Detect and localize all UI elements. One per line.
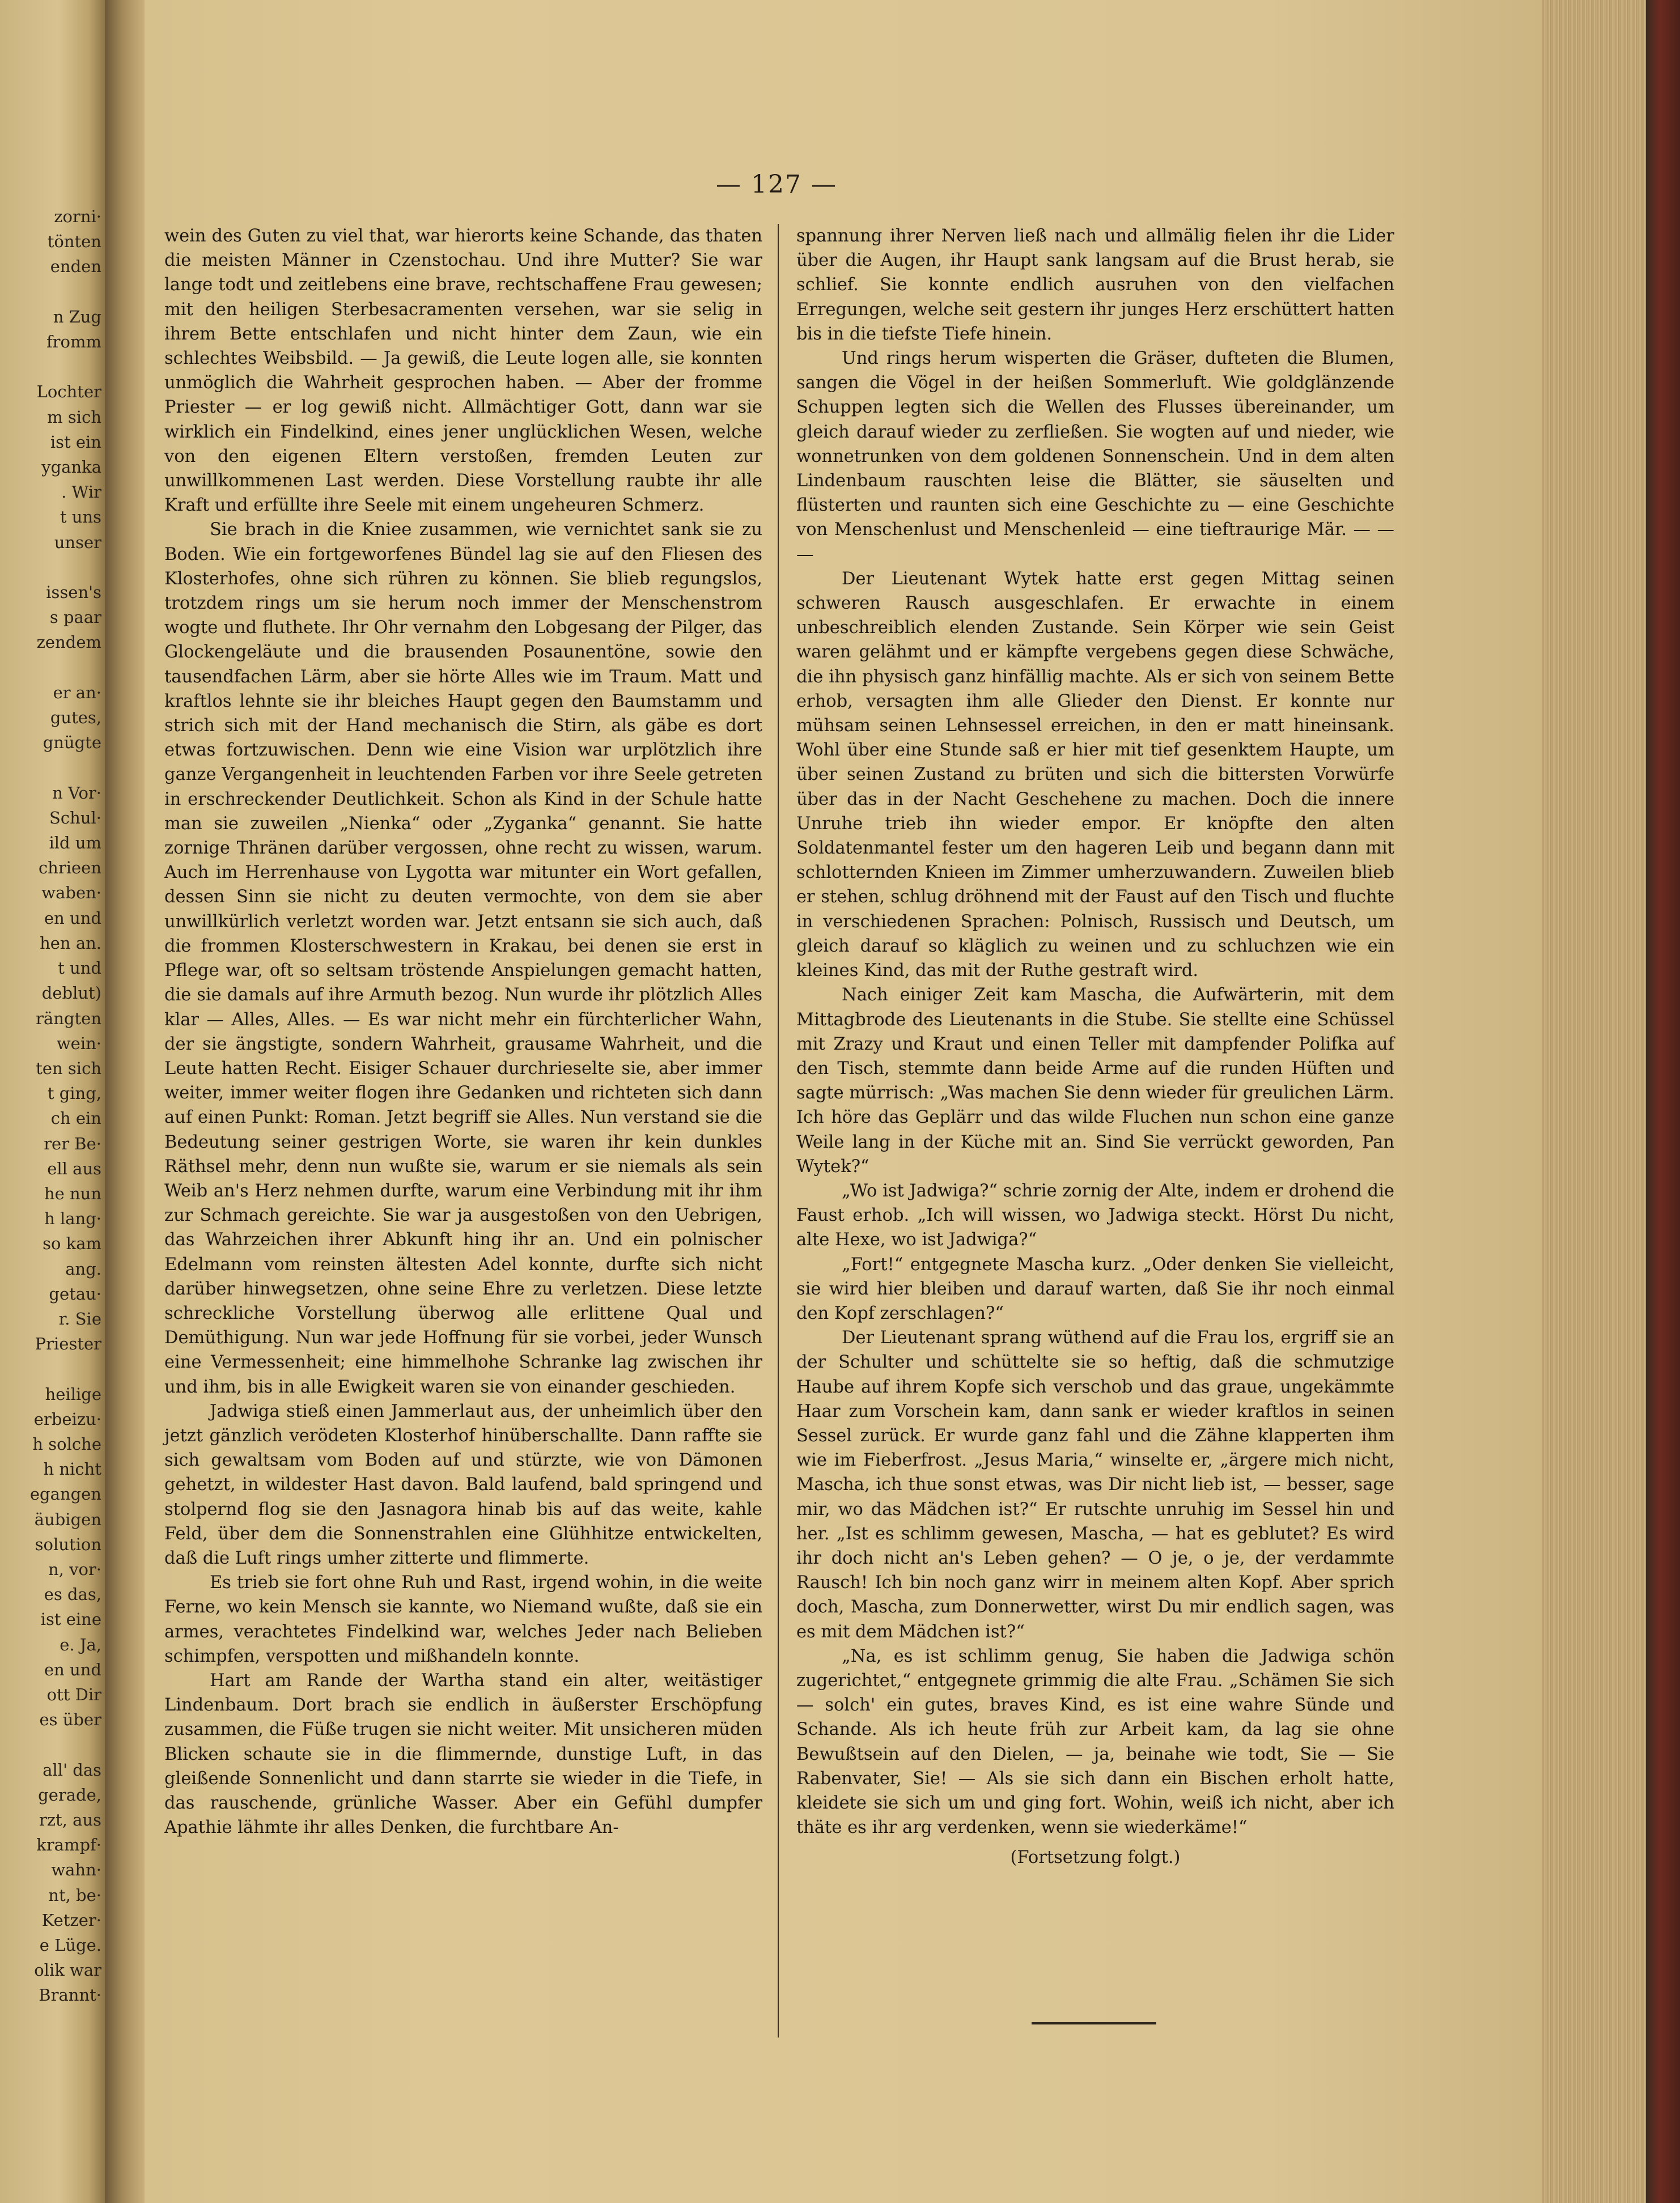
left-fragment-line: erbeizu· [33, 1409, 101, 1429]
left-fragment-line: tönten [47, 232, 101, 252]
left-fragment-line: n Vor· [52, 783, 101, 803]
left-fragment-line: Ketzer· [41, 1910, 101, 1930]
left-fragment-line: getau· [49, 1284, 101, 1304]
left-page [0, 0, 105, 2203]
left-fragment-line: zorni· [54, 207, 101, 226]
left-fragment-line: s paar [49, 608, 101, 627]
paragraph: Nach einiger Zeit kam Mascha, die Aufwärterin, mit dem Mittagbrode des Lieutenants in die Stube. Sie stellte eine Schüssel mit Zrazy und Kraut und einen Teller mit dampfender Polifka auf den Tisch, stemmte dann beide Arme auf die runden Hüften und sagte mürrisch: „Was machen Sie denn wieder für greulichen Lärm. Ich höre das Geplärr und das wilde Fluchen nun schon eine ganze Weile lang in der Küche mit an. Sind Sie verrückt geworden, Pan Wytek?“ [796, 985, 1394, 1177]
left-fragment-line: ang. [65, 1259, 101, 1279]
left-fragment-line: t ging, [47, 1084, 101, 1103]
left-fragment-line: t uns [60, 507, 101, 527]
left-fragment-line: es das, [44, 1585, 101, 1605]
left-fragment-line: ch ein [50, 1109, 101, 1128]
left-fragment-line: n Zug [53, 307, 101, 326]
left-fragment-line: Lochter [36, 382, 101, 402]
left-fragment-line: ell aus [47, 1158, 101, 1178]
paragraph: Es trieb sie fort ohne Ruh und Rast, irgend wohin, in die weite Ferne, wo kein Mensch sie kannte, wo Niemand wußte, daß sie ein armes, verachtetes Findelkind war, welches Jeder nach Belieben schimpfen, verspotten und mißhandeln konnte. [164, 1573, 762, 1666]
column-divider [778, 224, 779, 2038]
left-fragment-line: enden [50, 257, 101, 277]
left-fragment-line: gutes, [50, 708, 101, 728]
continuation-note: (Fortsetzung folgt.) [1010, 1848, 1181, 1868]
left-fragment-line [30, 1356, 101, 1381]
paragraph: Der Lieutenant sprang wüthend auf die Frau los, ergriff sie an der Schulter und schüttelte sie so heftig, daß die schmutzige Haube auf ihrem Kopfe sich verschob und das graue, ungekämmte Haar zum Vorschein kam, dann sank er wieder kraftlos in seinen Sessel zurück. Er wurde ganz fahl und die Zähne klapperten ihm wie im Fieberfrost. „Jesus Maria,“ winselte er, „ärgere mich nicht, Mascha, ich thue sonst etwas, was Dir nicht lieb ist, — besser, sage mir, wo das Mädchen ist?“ Er rutschte unruhig im Sessel hin und her. „Ist es schlimm gewesen, Mascha, — hat es geblutet? Es wird ihr doch nicht an's Leben gehen? — O je, o je, der verdammte Rausch! Ich bin noch ganz wirr in meinem alten Kopf. Aber sprich doch, Mascha, zum Donnerwetter, wirst Du mir endlich sagen, was es mit dem Mädchen ist?“ [796, 1328, 1394, 1642]
left-fragment-line: olik war [34, 1960, 101, 1980]
book-cover-edge [1646, 0, 1680, 2203]
left-page-text-fragments [30, 204, 101, 2008]
left-fragment-line: all' das [43, 1760, 101, 1780]
left-fragment-line: ild um [49, 833, 101, 853]
left-fragment-line: ten sich [36, 1058, 101, 1078]
paragraph: Sie brach in die Kniee zusammen, wie vernichtet sank sie zu Boden. Wie ein fortgeworfenes Bündel lag sie auf den Fliesen des Klosterhofes, ohne sich rühren zu können. Sie blieb regungslos, trotzdem rings um sie herum noch immer der Menschenstrom wogte und fluthete. Ihr Ohr vernahm den Lobgesang der Pilger, das Glockengeläute und die brausenden Posaunentöne, sowie den tausendfachen Lärm, aber sie hörte Alles wie im Traum. Matt und kraftlos lehnte sie ihr bleiches Haupt gegen den Baumstamm und strich sich mit der Hand mechanisch die Stirn, als gäbe es dort etwas fortzuwischen. Denn wie eine Vision war urplötzlich ihre ganze Vergangenheit in leuchtenden Farben vor ihre Seele getreten in erschreckender Deutlichkeit. Schon als Kind in der Schule hatte man sie zuweilen „Nienka“ oder „Zyganka“ genannt. Sie hatte zornige Thränen darüber vergossen, ohne recht zu wissen, warum. Auch im Herrenhause von Lygotta war mitunter ein Wort gefallen, dessen Sinn sie nicht zu deuten vermochte, von dem sie aber unwillkürlich verletzt worden war. Jetzt entsann sie sich auch, daß die frommen Klosterschwestern in Krakau, bei denen sie erst in Pflege war, oft so seltsam tröstende Anspielungen gemacht hatten, die sie damals auf ihre Armuth bezog. Nun wurde ihr plötzlich Alles klar — Alles, Alles. — Es war nicht mehr ein fürchterlicher Wahn, der sie ängstigte, sondern Wahrheit, grausame Wahrheit, und die Leute hatten Recht. Eisiger Schauer durchrieselte sie, aber immer weiter, immer weiter flogen ihre Gedanken und richteten sich dann auf einen Punkt: Roman. Jetzt begriff sie Alles. Nun verstand sie die Bedeutung seiner gestrigen Worte, sie waren ihr kein dunkles Räthsel mehr, denn nun wußte sie, warum er sie niemals als sein Weib an's Herz nehmen durfte, warum eine Verbindung mit ihr ihm zur Schmach gereichte. Sie war ja ausgestoßen von den Uebrigen, das Wahrzeichen ihrer Abkunft hing ihr an. Und ein polnischer Edelmann vom reinsten ältesten Adel konnte, durfte sich nicht darüber hinwegsetzen, ohne seine Ehre zu verletzen. Diese letzte schreckliche Vorstellung überwog alle erlittene Qual und Demüthigung. Nun war jede Hoffnung für sie vorbei, jeder Wunsch eine Vermessenheit; eine himmelhohe Schranke lag zwischen ihr und ihm, bis in alle Ewigkeit waren sie von einander geschieden. [164, 520, 762, 1397]
book-gutter [105, 0, 145, 2203]
left-fragment-line: ott Dir [46, 1684, 101, 1704]
paragraph: Jadwiga stieß einen Jammerlaut aus, der unheimlich über den jetzt gänzlich verödeten Klosterhof hinüberschallte. Dann raffte sie sich gewaltsam vom Boden auf und stürzte, wie von Dämonen gehetzt, in wildester Hast davon. Bald laufend, bald springend und stolpernd flog sie den Jasnagora hinab bis auf das weite, kahle Feld, über dem die Sonnenstrahlen eine Glühhitze entwickelten, daß die Luft rings umher zitterte und flimmerte. [164, 1401, 762, 1568]
left-fragment-line: e Lüge. [39, 1935, 101, 1955]
left-fragment-line: rer Be· [44, 1134, 101, 1153]
left-fragment-line: rzt, aus [39, 1810, 101, 1830]
left-fragment-line [30, 1732, 101, 1757]
left-fragment-line: heilige [45, 1384, 101, 1404]
paragraph: Hart am Rande der Wartha stand ein alter, weitästiger Lindenbaum. Dort brach sie endlich in äußerster Erschöpfung zusammen, die Füße trugen sie nicht weiter. Mit unsicheren müden Blicken schaute sie in die flimmernde, dunstige Luft, in das gleißende Sonnenlicht und dann starrte sie wieder in die Tiefe, in das rauschende, grünliche Wasser. Aber ein Gefühl dumpfer Apathie lähmte ihr alles Denken, die furchtbare An- [164, 1670, 762, 1838]
left-fragment-line: m sich [47, 407, 101, 427]
left-fragment-line: wein· [56, 1033, 101, 1053]
left-fragment-line: wahn· [51, 1860, 101, 1880]
left-fragment-line: h solche [32, 1434, 101, 1454]
paragraph: spannung ihrer Nerven ließ nach und allmälig fielen ihr die Lider über die Augen, ihr Haupt sank langsam auf die Brust herab, sie schlief. Sie konnte endlich ausruhen von den vielfachen Erregungen, welche seit gestern ihr junges Herz erschüttert hatten bis in die tiefste Tiefe hinein. [796, 226, 1394, 344]
left-fragment-line: zendem [36, 633, 101, 652]
left-fragment-line: h nicht [43, 1459, 101, 1479]
left-text-column [164, 224, 762, 1840]
left-fragment-line: he nun [44, 1183, 101, 1203]
left-fragment-line: es über [39, 1710, 101, 1730]
paragraph: wein des Guten zu viel that, war hierorts keine Schande, das thaten die meisten Männer in Czenstochau. Und ihre Mutter? Sie war lange todt und zeitlebens eine brave, rechtschaffene Frau gewesen; mit den heiligen Sterbesacramenten versehen, war sie selig in ihrem Bette entschlafen und nicht hinter dem Zaun, wie ein schlechtes Weibsbild. — Ja gewiß, die Leute logen alle, sie konnten unmöglich die Wahrheit gesprochen haben. — Aber der fromme Priester — er log gewiß nicht. Allmächtiger Gott, dann war sie wirklich ein Findelkind, eines jener unglücklichen Wesen, welche von den eigenen Eltern verstoßen, fremden Leuten zur unwillkommenen Last werden. Diese Vorstellung raubte ihr alle Kraft und erfüllte ihre Seele mit einem ungeheuren Schmerz. [164, 226, 762, 516]
left-fragment-line: . Wir [61, 482, 101, 502]
page-number: — 127 — [716, 170, 837, 199]
left-fragment-line: h lang· [44, 1209, 101, 1229]
left-fragment-line: gerade, [38, 1785, 101, 1805]
left-fragment-line: en und [44, 1659, 101, 1679]
left-fragment-line: yganka [41, 457, 101, 477]
paragraph: Der Lieutenant Wytek hatte erst gegen Mittag seinen schweren Rausch ausgeschlafen. Er erwachte in einem unbeschreiblich elenden Zustande. Sein Körper wie sein Geist waren gelähmt und er kämpfte vergebens gegen diese Schwäche, die ihn physisch ganz hinfällig machte. Als er sich von seinem Bette erhob, versagten ihm alle Glieder den Dienst. Er konnte nur mühsam seinen Lehnsessel erreichen, in den er matt hineinsank. Wohl über eine Stunde saß er hier mit tief gesenktem Haupte, um über seinen Zustand zu brüten und sich die bittersten Vorwürfe über das in der Nacht Geschehene zu machen. Doch die innere Unruhe trieb ihn wieder empor. Er knöpfte den alten Soldatenmantel fester um den hageren Leib und begann dann mit schlotternden Knieen im Zimmer umherzuwandern. Zuweilen blieb er stehen, schlug dröhnend mit der Faust auf den Tisch und fluchte in verschiedenen Sprachen: Polnisch, Russisch und Deutsch, um gleich darauf so kläglich zu weinen und zu schluchzen wie ein kleines Kind, das mit der Ruthe gestraft wird. [796, 568, 1394, 981]
left-fragment-line: fromm [46, 332, 101, 352]
left-fragment-line: rängten [36, 1008, 101, 1028]
left-fragment-line: en und [44, 908, 101, 928]
left-fragment-line [30, 755, 101, 780]
left-fragment-line: er an· [53, 682, 101, 702]
left-fragment-line: e. Ja, [60, 1635, 101, 1654]
paragraph: Und rings herum wisperten die Gräser, dufteten die Blumen, sangen die Vögel in der heißen Sommerluft. Wie goldglänzende Schuppen legten sich die Wellen des Flusses übereinander, um gleich darauf wieder zu zerfließen. Sie wogten auf und nieder, wie wonnetrunken von dem goldenen Sonnenschein. Und in dem alten Lindenbaum rauschten leise die Blätter, sie säuselten und flüsterten und raunten sich eine Geschichte zu — eine Geschichte von Menschenlust und Menschenleid — eine tieftraurige Mär. — — — [796, 349, 1394, 564]
left-fragment-line [30, 655, 101, 680]
left-fragment-line: t und [58, 958, 101, 978]
paragraph: „Fort!“ entgegnete Mascha kurz. „Oder denken Sie vielleicht, sie wird hier bleiben und darauf warten, daß Sie ihr noch einmal den Kopf zerschlagen?“ [796, 1254, 1394, 1323]
left-fragment-line: deblut) [41, 983, 101, 1003]
left-fragment-line: issen's [46, 583, 101, 602]
left-fragment-line: egangen [29, 1484, 101, 1504]
left-fragment-line: Schul· [49, 808, 101, 827]
left-fragment-line: unser [54, 532, 101, 552]
left-fragment-line: r. Sie [58, 1309, 101, 1328]
left-fragment-line: waben· [41, 883, 101, 903]
left-fragment-line: nt, be· [48, 1885, 101, 1905]
left-fragment-line: Brannt· [39, 1985, 101, 2005]
left-fragment-line: hen an. [40, 933, 101, 953]
left-fragment-line: gnügte [43, 733, 101, 753]
left-fragment-line: chrieen [38, 858, 101, 878]
left-fragment-line [30, 555, 101, 580]
left-fragment-line: krampf· [36, 1835, 101, 1855]
left-fragment-line: n, vor· [48, 1559, 101, 1579]
left-fragment-line [30, 354, 101, 379]
left-fragment-line: solution [35, 1534, 101, 1554]
paragraph: „Na, es ist schlimm genug, Sie haben die Jadwiga schön zugerichtet,“ entgegnete grimmig die alte Frau. „Schämen Sie sich — solch' ein gutes, braves Kind, es ist eine wahre Sünde und Schande. Als ich heute früh zur Arbeit kam, da lag sie ohne Bewußtsein auf den Dielen, — ja, beinahe wie todt, Sie — Sie Rabenvater, Sie! — Als sie sich dann ein Bischen erholt hatte, kleidete sie sich um und ging fort. Wohin, weiß ich nicht, aber ich thäte es ihr arg verdenken, wenn sie wiederkäme!“ [796, 1646, 1394, 1838]
left-fragment-line: äubigen [34, 1509, 101, 1529]
right-text-column [796, 224, 1394, 1870]
left-fragment-line: ist eine [40, 1610, 101, 1629]
end-rule [1032, 2022, 1156, 2024]
left-fragment-line: so kam [43, 1234, 101, 1254]
left-fragment-line: ist ein [50, 432, 101, 452]
paragraph: „Wo ist Jadwiga?“ schrie zornig der Alte, indem er drohend die Faust erhob. „Ich will wissen, wo Jadwiga steckt. Hörst Du nicht, alte Hexe, wo ist Jadwiga?“ [796, 1181, 1394, 1250]
left-fragment-line [30, 279, 101, 304]
left-fragment-line: Priester [35, 1334, 101, 1354]
